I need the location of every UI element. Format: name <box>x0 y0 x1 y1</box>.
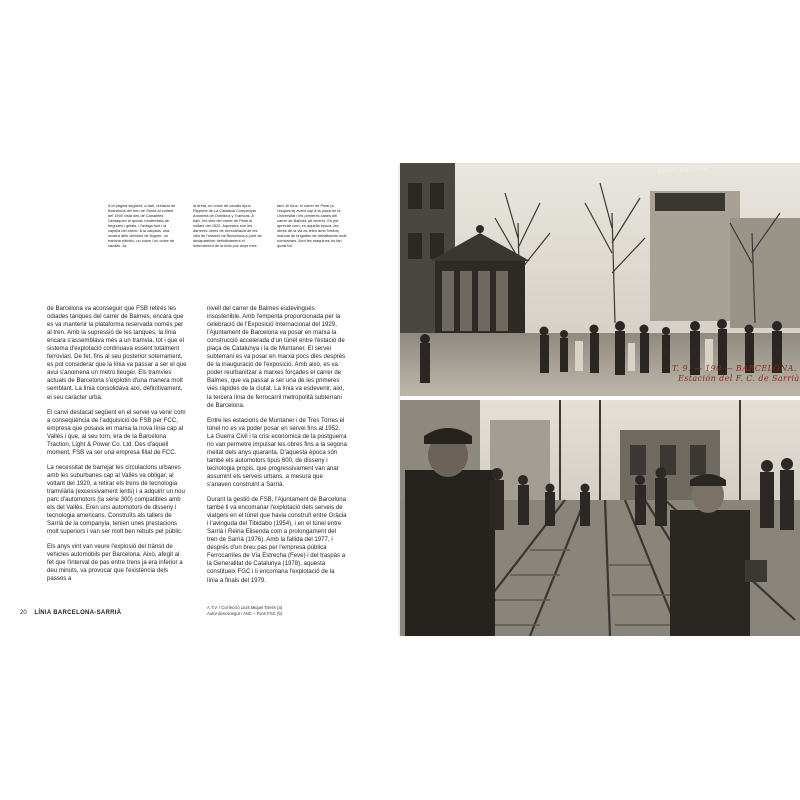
photo-track-workers <box>400 400 800 636</box>
paragraph: El canvi destacat següent en el servei va venir com a conseqüència de l'adquisició de FSB per FCC, empresa que posava en marxa la nova línia cap al Vallès i que, al seu torn, era de la Barcelona Traction, Light & Power Co. Ltd. Des d'aquell moment, FSB va ser una empresa filial de FCC. <box>47 408 186 456</box>
handwritten-line-1: T. 9. — 190 — BARCELONA. <box>672 364 797 373</box>
caption-column-3: tard. Al fons, el carrer de Pelai (a l'esquerra) avant cap a la plaça de la Universitat i les primeres cases del carrer de Balmes (al centre). Es pot apreciar com, en aquella època, les obres de la via es feien amb l'esforç manual de brigades de treballadors molt nombroses. Avui les màquines ho fan quasi tot. <box>277 203 347 248</box>
paragraph: La necessitat de barrejar les circulacions urbanes amb les suburbanes cap al Vallès va obligar, al voltant del 1920, a retirar els trens de tecnologia tramviària (excessivament lents) i a adquirir un nou parc d'automotors (la sèrie 300) compatibles amb els del Vallès. Eren uns automotors de disseny i tecnologia americans. Construïts als tallers de Sarrià de la companyia, tenien unes prestacions molt superiors i van ser molt ben rebuts pel públic. <box>47 463 185 536</box>
photo-handwritten-caption <box>672 364 800 384</box>
handwritten-line-2: Estación del F. C. de Sarrià <box>678 374 800 383</box>
body-column-right <box>207 305 347 592</box>
paragraph: Els anys vint van veure l'explosió del trànsit de vehicles automòbils per Barcelona. Això, afegit al fet que l'interval de pas entre trens ja era inferior a deu minuts, va provocar que l'existència dels passos a <box>47 543 183 583</box>
page-number: 20 <box>20 610 27 616</box>
shop-sign: ERNO MARIANI <box>657 166 709 176</box>
running-title: LÍNIA BARCELONA-SARRIÀ <box>34 610 122 616</box>
photo-credit-a: A.T.V. / Col·lecció Lluís Miquel Tarrés (a) <box>207 605 283 610</box>
caption-column-1: A la pàgina següent, a dalt, l'estació de Barcelona del tren de Sarrià al voltant del 1900 vista des de Canaletes. Destaquen el quiosc modernista de begudes i gelats, i l'antiga font i la capella del carrer. A la calçada, una mostra dels vehicles de lloguer; un tramvia elèctric, un cotxe i un cotxe de cavalls. Ja <box>108 203 176 248</box>
photo-barcelona-station <box>400 163 800 396</box>
photo-credits <box>207 605 347 616</box>
caption-column-2: la dreta, un cotxe de cavalls tipus Ripperts de La Catalana Companyia Anònima de Omnibus y Tranvías. A baix, les vies del carrer de Pelai al voltant del 1922. Aquestes són les darreres obres de remodelació de les vies de l'estació de Barcelona a punt de desaparèixer definitivament el soterrament de la línia poc anys més <box>193 203 262 248</box>
body-column-left <box>47 305 187 591</box>
folio <box>20 609 121 617</box>
photo-credit-b: Autor desconegut / ANC – Fons FGC (b) <box>207 610 283 616</box>
paragraph: de Barcelona va aconseguir que FSB retirés les odiades tanques del carrer de Balmes, encara que es va mantenir la plataforma reservada només per al tren. Amb la supressió de les tanques, la línia encara s'assemblava més a un tramvia, tot i que el sistema d'explotació continuava essent totalment ferroviari. De fet, fins al seu posterior soterrament, es pot considerar que la línia va passar a ser el que avui s'anomena un metro lleuger. Els tramvies actuals de Barcelona s'explotin d'una manera molt semblant. La línia consolidava així, definitivament, el seu caràcter urbà. <box>47 305 187 401</box>
paragraph: Durant la gestió de FSB, l'Ajuntament de Barcelona també li va encomanar l'explotació dels serveis de viatgers en el túnel que havia construït entre Gràcia i l'avinguda del Tibidabo (1954), i en el túnel entre Sarrià i Reina Elisenda com a prolongament del tren de Sarrià (1976). Amb la fallida del 1977, i després d'un breu pas per l'empresa pública Ferrocarriles de Vía Estrecha (Feve) i del traspàs a la Generalitat de Catalunya (1978), aquesta constitueix FGC i li encomana l'explotació de la línia a finals del 1979. <box>207 496 347 584</box>
paragraph: Entre les estacions de Muntaner i de Tres Torres el túnel no es va poder posar en servei fins al 1952. La Guerra Civil i la crisi econòmica de la postguerra no van permetre impulsar les obres fins a la segona meitat dels anys quaranta. D'aquesta època són també els automotors tipus 600, de disseny i tecnologia propis, que progressivament van anar assumint els serveis urbans, a mesura que s'anaven construint a Sarrià. <box>207 416 347 488</box>
paragraph: nivell del carrer de Balmes esdevingués insostenible. Amb l'empenta proporcionada per la celebració de l'Exposició Internacional del 1929, l'Ajuntament de Barcelona va posar en marxa la construcció accelerada d'un túnel entre l'estació de plaça de Catalunya i la de Muntaner. El servei subterrani es va posar en marxa pocs dies després de la inauguració de l'exposició. Amb això, es va poder reurbanitzar a marxes forçades el carrer de Balmes, que va passar a ser una de les primeres vies ràpides de la ciutat. La línia va esdevenir, així, la tercera línia de ferrocarril metropolità subterrani de Barcelona. <box>207 305 346 409</box>
